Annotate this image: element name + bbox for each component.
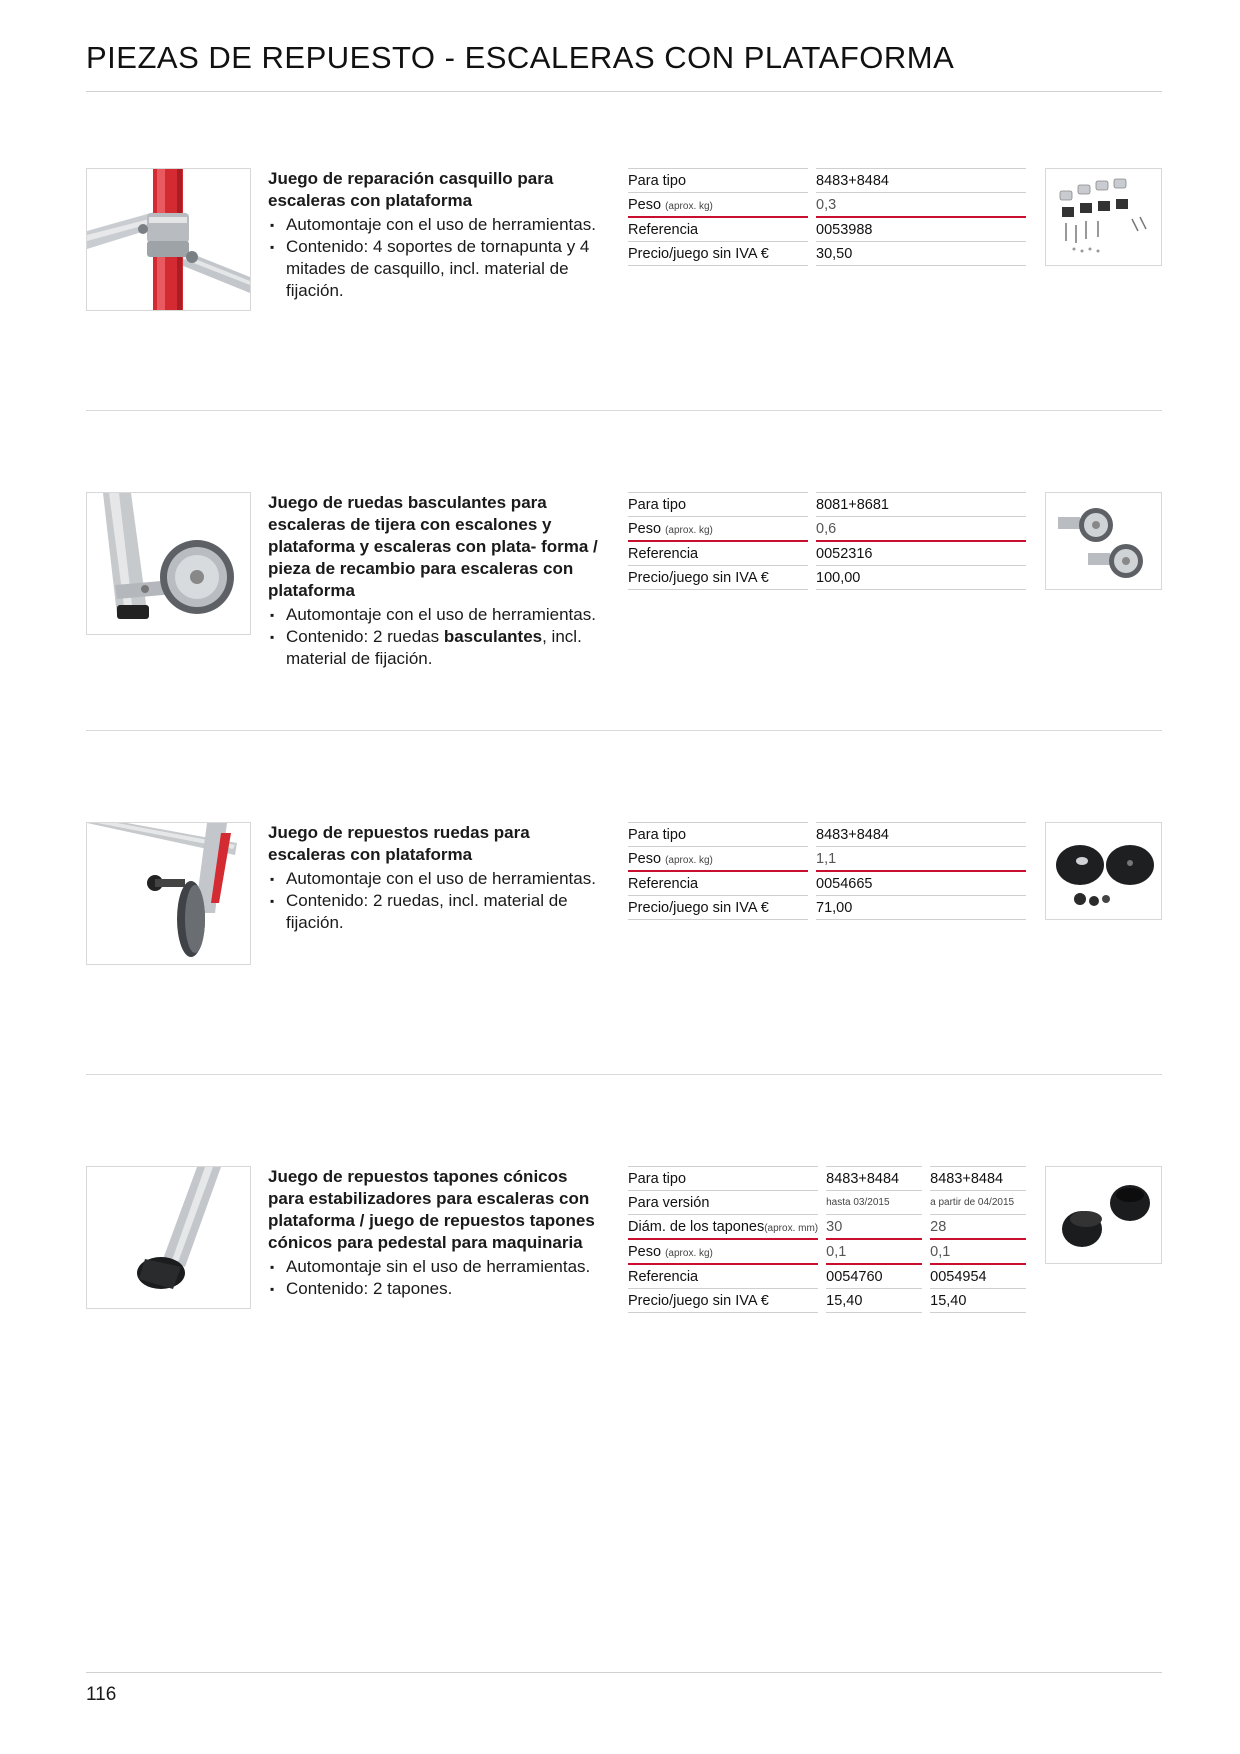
spec-value-type: 8081+8681 <box>816 492 1026 517</box>
spec-value-price: 15,40 <box>826 1289 922 1313</box>
product-thumbnail-cone-cap <box>1045 1166 1162 1264</box>
spec-value-weight: 1,1 <box>816 847 1026 872</box>
spec-value-type: 8483+8484 <box>816 168 1026 193</box>
spec-label-weight: Peso (aprox. kg) <box>628 517 808 542</box>
spec-label-reference: Referencia <box>628 872 808 896</box>
cone-cap-photo-icon <box>87 1167 250 1308</box>
product-description <box>268 822 608 934</box>
feature-list <box>268 214 608 302</box>
product-photo-bushing <box>86 168 251 311</box>
spec-value-weight: 0,1 <box>930 1240 1026 1265</box>
spec-value-version: hasta 03/2015 <box>826 1191 922 1215</box>
spec-label-weight: Peso (aprox. kg) <box>628 193 808 218</box>
section-divider <box>86 730 1162 731</box>
spec-value-price: 15,40 <box>930 1289 1026 1313</box>
product-photo-cone-cap <box>86 1166 251 1309</box>
spec-label-weight: Peso (aprox. kg) <box>628 1240 818 1265</box>
page-title: PIEZAS DE REPUESTO - ESCALERAS CON PLATAFORMA <box>86 40 955 75</box>
title-divider <box>86 91 1162 92</box>
product-thumbnail-bushing <box>1045 168 1162 266</box>
spec-label-weight: Peso (aprox. kg) <box>628 847 808 872</box>
spec-label-diameter: Diám. de los tapones(aprox. mm) <box>628 1215 818 1240</box>
feature-list <box>268 604 608 670</box>
spec-value-reference: 0054665 <box>816 872 1026 896</box>
feature-item: ▪ Contenido: 2 ruedas basculantes, incl. material de fijación. <box>268 626 608 670</box>
spec-label-version: Para versión <box>628 1191 818 1215</box>
feature-item: ▪ Automontaje con el uso de herramientas. <box>268 868 608 890</box>
bushing-parts-icon <box>1046 169 1161 265</box>
spec-table <box>620 492 1034 590</box>
spec-label-type: Para tipo <box>628 822 808 847</box>
product-thumbnail-wheel <box>1045 822 1162 920</box>
spec-value-type: 8483+8484 <box>816 822 1026 847</box>
spec-label-type: Para tipo <box>628 168 808 193</box>
product-description <box>268 1166 608 1300</box>
section-divider <box>86 410 1162 411</box>
spec-label-price: Precio/juego sin IVA € <box>628 242 808 266</box>
spec-value-price: 30,50 <box>816 242 1026 266</box>
cone-caps-icon <box>1046 1167 1161 1263</box>
spec-value-weight: 0,6 <box>816 517 1026 542</box>
feature-item: ▪ Automontaje sin el uso de herramientas. <box>268 1256 608 1278</box>
spec-value-price: 71,00 <box>816 896 1026 920</box>
feature-item: ▪ Automontaje con el uso de herramientas. <box>268 604 608 626</box>
feature-item: ▪ Automontaje con el uso de herramientas. <box>268 214 608 236</box>
spec-label-type: Para tipo <box>628 492 808 517</box>
swivel-wheel-photo-icon <box>87 493 250 634</box>
feature-item: ▪ Contenido: 2 tapones. <box>268 1278 608 1300</box>
product-photo-swivel-wheel <box>86 492 251 635</box>
product-title: Juego de repuestos ruedas para escaleras con plataforma <box>268 823 530 864</box>
spec-label-price: Precio/juego sin IVA € <box>628 896 808 920</box>
spec-label-reference: Referencia <box>628 218 808 242</box>
spec-label-price: Precio/juego sin IVA € <box>628 1289 818 1313</box>
spec-value-weight: 0,1 <box>826 1240 922 1265</box>
spec-value-price: 100,00 <box>816 566 1026 590</box>
product-photo-wheel <box>86 822 251 965</box>
feature-item: ▪ Contenido: 4 soportes de tornapunta y 4 mitades de casquillo, incl. material de fijación. <box>268 236 608 302</box>
spec-value-version: a partir de 04/2015 <box>930 1191 1026 1215</box>
feature-list <box>268 868 608 934</box>
spec-value-weight: 0,3 <box>816 193 1026 218</box>
product-title: Juego de repuestos tapones cónicos para estabilizadores para escaleras con plataforma / juego de repuestos tapones cónicos para pedestal para maquinaria <box>268 1167 595 1252</box>
spec-value-reference: 0052316 <box>816 542 1026 566</box>
spec-label-reference: Referencia <box>628 1265 818 1289</box>
page-number: 116 <box>86 1684 117 1705</box>
section-divider <box>86 1074 1162 1075</box>
spec-label-price: Precio/juego sin IVA € <box>628 566 808 590</box>
wheels-and-knobs-icon <box>1046 823 1161 919</box>
spec-label-reference: Referencia <box>628 542 808 566</box>
feature-item: ▪ Contenido: 2 ruedas, incl. material de fijación. <box>268 890 608 934</box>
wheel-photo-icon <box>87 823 250 964</box>
bushing-photo-icon <box>87 169 250 310</box>
spec-value-reference: 0053988 <box>816 218 1026 242</box>
product-thumbnail-swivel-wheel <box>1045 492 1162 590</box>
swivel-wheels-icon <box>1046 493 1161 589</box>
spec-label-type: Para tipo <box>628 1166 818 1191</box>
product-title: Juego de ruedas basculantes para escaleras de tijera con escalones y plataforma y escaleras con plata- forma / pieza de recambio para escaleras con plataforma <box>268 493 598 600</box>
feature-list <box>268 1256 608 1300</box>
spec-value-type: 8483+8484 <box>826 1166 922 1191</box>
spec-value-diameter: 28 <box>930 1215 1026 1240</box>
spec-value-reference: 0054760 <box>826 1265 922 1289</box>
product-title: Juego de reparación casquillo para escaleras con plataforma <box>268 169 554 210</box>
footer-divider <box>86 1672 1162 1673</box>
spec-table <box>620 822 1034 920</box>
product-description <box>268 168 608 302</box>
spec-table <box>620 168 1034 266</box>
spec-value-reference: 0054954 <box>930 1265 1026 1289</box>
spec-value-diameter: 30 <box>826 1215 922 1240</box>
spec-value-type: 8483+8484 <box>930 1166 1026 1191</box>
product-description <box>268 492 608 670</box>
spec-table <box>620 1166 1034 1313</box>
